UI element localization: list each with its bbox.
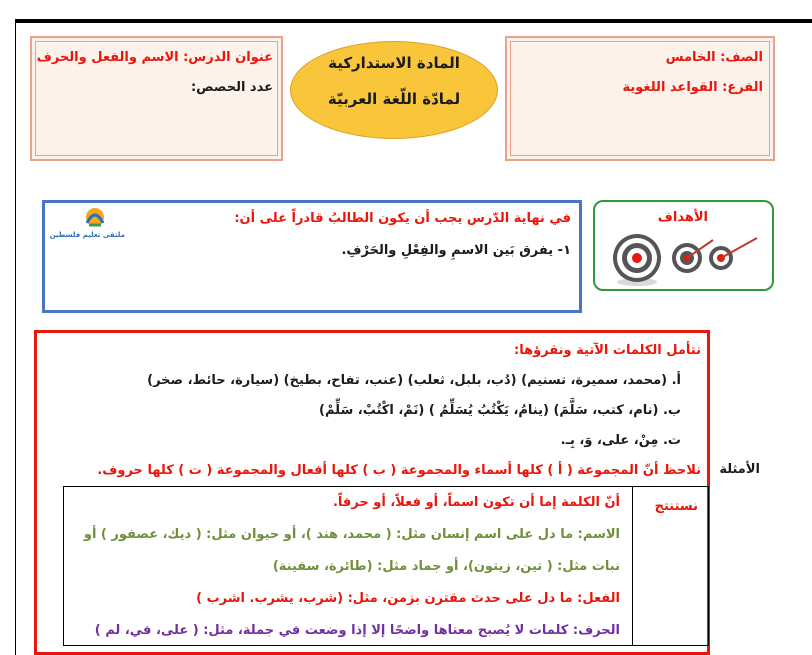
conclusion-label: نستنتج (654, 499, 698, 514)
grade-box (505, 36, 775, 161)
column-divider (632, 487, 633, 645)
logo-icon (49, 205, 125, 239)
noun-line-2: نبات مثل: ( تين، زيتون)، أو جماد مثل: (طائرة، سفينة) (272, 559, 620, 574)
verb-definition: الفعل: ما دل على حدث مقترن بزمن، مثل: (شرب، يشرب. اشرب ) (196, 591, 620, 606)
left-rule (15, 19, 16, 655)
objectives-label-box (593, 200, 774, 291)
subject-ellipse (290, 41, 498, 139)
objectives-intro: في نهاية الدّرس يجب أن يكون الطالبُ قادراً على أن: (234, 211, 571, 226)
objective-item-1: ١- يفرق بَين الاسمِ والفِعْلِ والحَرْفِ. (341, 243, 571, 258)
group-a: أ. (محمد، سميرة، تسنيم) (دُب، بلبل، ثعلب) (عنب، تفاح، بطيخ) (سيارة، حائط، صخر) (147, 373, 681, 388)
objectives-label: الأهداف (657, 210, 708, 225)
examples-label: الأمثلة (719, 462, 760, 477)
lesson-title: عنوان الدرس: الاسم والفعل والحرف (36, 50, 273, 65)
group-c: ت. مِنْ، على، وَ، بِـ. (560, 433, 681, 448)
lesson-box (30, 36, 283, 161)
top-rule (15, 19, 812, 23)
group-b: ب. (نام، كتب، سَلَّمَ) (ينامُ، يَكْتُبُ يُسَلِّمُ ) (نَمْ، اكْتُبْ، سَلِّمْ) (319, 403, 681, 418)
branch-label: الفرع: القواعد اللغوية (622, 80, 763, 95)
sessions-label: عدد الحصص: (190, 80, 273, 95)
particle-definition: الحرف: كلمات لا يُصبح معناها واضحًا إلا إذا وضعت في جملة، مثل: ( على، في، لم ) (94, 623, 620, 638)
objectives-box (42, 200, 582, 313)
subject-line2: لمادّة اللّغة العربيّة (327, 90, 461, 108)
subject-line1: المادة الاستداركية (328, 54, 460, 72)
target-icon (609, 230, 759, 286)
examples-prompt: نتأمل الكلمات الآتية ونقرؤها: (514, 343, 701, 358)
grade-label: الصف: الخامس (665, 50, 763, 65)
observation: نلاحظ أنّ المجموعة ( أ ) كلها أسماء والمجموعة ( ب ) كلها أفعال والمجموعة ( ت ) كلها حروف. (97, 463, 701, 478)
noun-line-1: الاسم: ما دل على اسم إنسان مثل: ( محمد، هند )، أو حيوان مثل: ( ديك، عصفور ) أو (83, 527, 620, 542)
conclusion-intro: أنّ الكلمة إما أن تكون اسماً، أو فعلاً، أو حرفاً. (332, 495, 620, 510)
conclusion-table (63, 486, 709, 646)
logo-text: ملتقى تعليم فلسطين (49, 231, 125, 239)
